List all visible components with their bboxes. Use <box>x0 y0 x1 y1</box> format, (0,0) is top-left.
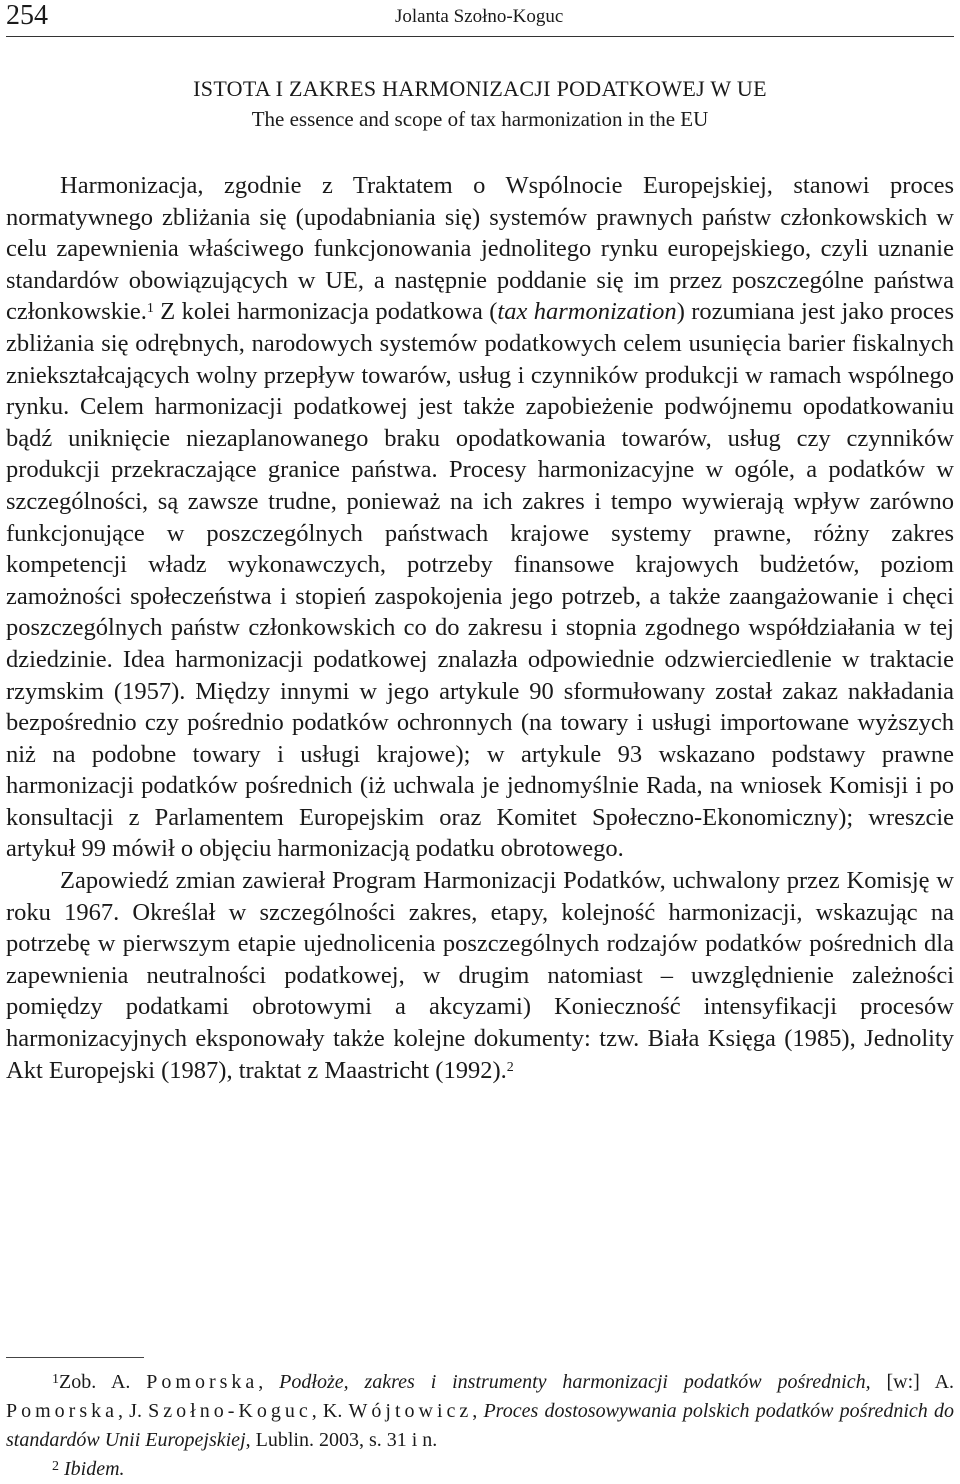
paragraph-1 <box>6 170 954 865</box>
fn1-text: , Lublin. 2003, s. 31 i n. <box>245 1429 438 1451</box>
p1-text-1: Harmonizacja, zgodnie z Traktatem o Wspólnocie Europejskiej, stanowi proces normatywnego zbliżania się (upodabniania się) systemów prawnych państw członkowskich w celu zapewnienia właściwego funkcjonowania jednolitego rynku europejskiego, czyli uznanie standardów obowiązujących w UE, a następnie poddanie się im przez poszczególne państwa członkowskie. <box>6 172 954 326</box>
title-polish: ISTOTA I ZAKRES HARMONIZACJI PODATKOWEJ W UE <box>193 76 767 101</box>
fn1-author-1: Pomorska <box>146 1371 259 1393</box>
footnote-2 <box>6 1455 954 1484</box>
body-text <box>6 170 954 1086</box>
paragraph-2 <box>6 865 954 1086</box>
fn1-title-1: Podłoże, zakres i instrumenty harmonizacji podatków pośrednich, <box>279 1371 871 1393</box>
footnote-2-number: 2 <box>52 1459 59 1474</box>
fn2-text: Ibidem. <box>64 1458 125 1480</box>
fn1-text: [w:] A. <box>870 1371 955 1393</box>
footnote-1 <box>6 1368 954 1455</box>
section-title <box>0 74 960 134</box>
footnote-ref-2: 2 <box>506 1059 514 1075</box>
footnote-rule <box>6 1357 144 1358</box>
p1-text-2: Z kolei harmonizacja podatkowa ( <box>153 298 498 326</box>
footnotes <box>6 1368 954 1484</box>
running-header <box>6 0 954 36</box>
footnote-ref-1: 1 <box>146 301 154 317</box>
header-rule <box>6 36 954 37</box>
p1-text-3: ) rozumiana jest jako proces zbliżania się odrębnych, narodowych systemów podatkowych celem usunięcia barier fiskalnych zniekształcających wolny przepływ towarów, usług i czynników produkcji w ramach wspólnego rynku. Celem harmonizacji podatkowej jest także zapobieżenie podwójnemu opodatkowaniu bądź uniknięcie niezaplanowanego braku opodatkowania towarów, usług czy czynników produkcji przekraczające granice państwa. Procesy harmonizacyjne w ogóle, a podatków w szczególności, są zawsze trudne, ponieważ na ich zakres i tempo wywierają wpływ zarówno funkcjonujące w poszczególnych państwach krajowe systemy prawne, różny zakres kompetencji władz wykonawczych, potrzeby finansowe krajowych budżetów, poziom zamożności społeczeństwa i stopień zaspokojenia jego potrzeb, a także zaangażowanie i chęci poszczególnych państw członkowskich co do zakresu i stopnia zgodnego współdziałania w tej dziedzinie. Idea harmonizacji podatkowej znalazła odpowiednie odzwierciedlenie w traktacie rzymskim (1957). Między innymi w jego artykule 90 sformułowany został zakaz nakładania bezpośrednio czy pośrednio podatków ochronnych (na towary i usługi importowane wyższych niż na podobne towary i usługi krajowe); w artykule 93 wskazano podstawy prawne harmonizacji podatków pośrednich (iż uchwala je jednomyślnie Rada, na wniosek Komisji i po konsultacji z Parlamentem Europejskim oraz Komitet Społeczno-Ekonomiczny); wreszcie artykuł 99 mówił o objęciu harmonizacją podatku obrotowego. <box>6 298 954 863</box>
title-english: The essence and scope of tax harmonization in the EU <box>251 107 709 131</box>
p2-text: Zapowiedź zmian zawierał Program Harmonizacji Podatków, uchwalony przez Komisję w roku 1967. Określał w szczególności zakres, etapy, kolejność harmonizacji, wskazując na potrzebę w pierwszym etapie ujednolicenia poszczególnych rodzajów podatków pośrednich dla zapewnienia neutralności podatkowej, w drugim natomiast – uwzględnienie zależności pomiędzy podatkami obrotowymi a akcyzami) Konieczność intensyfikacji procesów harmonizacyjnych eksponowały także kolejne dokumenty: tzw. Biała Księga (1985), Jednolity Akt Europejski (1987), traktat z Maastricht (1992). <box>6 867 954 1084</box>
footnote-1-number: 1 <box>52 1372 59 1387</box>
p1-italic-term: tax harmonization <box>497 298 677 326</box>
running-author: Jolanta Szołno-Koguc <box>395 6 564 27</box>
fn1-author-2: Pomorska <box>6 1400 118 1422</box>
fn1-title-2: Proces dostosowywania polskich podatków pośrednich do standardów Unii Europejskiej <box>6 1400 954 1451</box>
fn1-text: , <box>472 1400 484 1422</box>
fn1-author-3: Szołno-Koguc <box>148 1400 312 1422</box>
page-number: 254 <box>6 0 48 31</box>
fn1-text: , <box>258 1371 280 1393</box>
fn1-text: , K. <box>311 1400 349 1422</box>
fn1-text: , J. <box>118 1400 149 1422</box>
fn1-author-4: Wójtowicz <box>348 1400 473 1422</box>
fn1-text: Zob. A. <box>59 1371 147 1393</box>
